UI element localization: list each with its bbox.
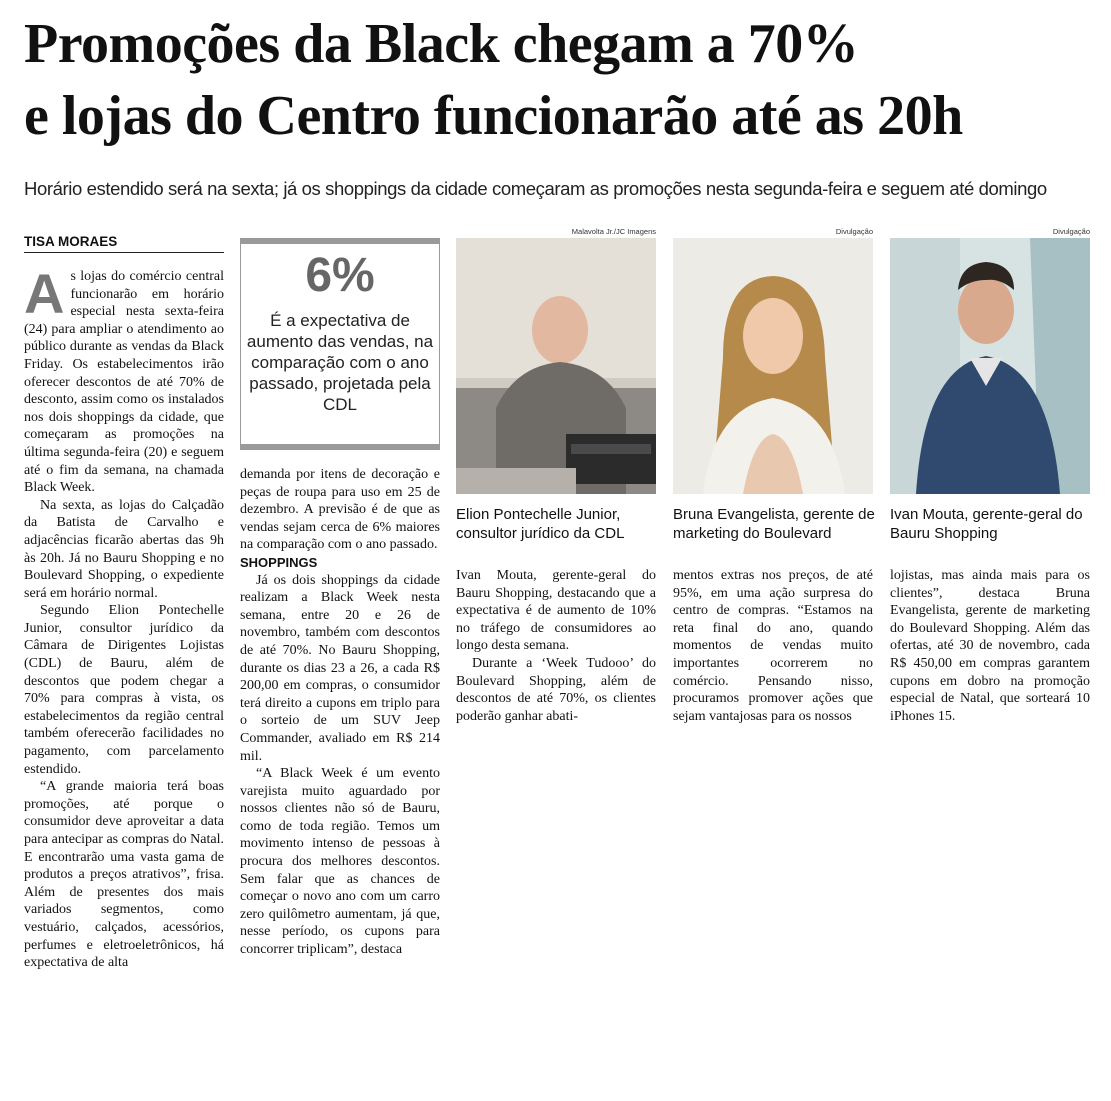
section-title: SHOPPINGS — [240, 554, 318, 570]
stat-description: É a expectativa de aumento das vendas, na comparação com o ano passado, projetada pela CDL — [246, 311, 434, 414]
paragraph: lojistas, mas ainda mais para os clientes”, destaca Bruna Evangelista, gerente de marketing do Boulevard Shopping. Além das ofertas, até 30 de novembro, cada R$ 450,00 em compras garantem cupons em dobro na promoção especial de Natal, que sorteará 10 iPhones 15. — [890, 568, 1090, 724]
subheadline: Horário estendido será na sexta; já os shoppings da cidade começaram as promoções nesta segunda-feira e seguem até domingo — [24, 178, 1047, 199]
photo-elion — [456, 238, 656, 494]
paragraph: “A grande maioria terá boas promoções, até porque o consumidor deve aproveitar a data para antecipar as compras do Natal. E encontrarão uma vasta gama de produtos a preços atrativos”, frisa. Além de presentes dos mais variados segmentos, como vestuário, calçados, acessórios, perfumes e eletroeletrônicos, há expectativa de alta — [24, 779, 224, 971]
portrait-image — [673, 238, 873, 494]
article-column-4 — [673, 567, 873, 725]
paragraph: Ivan Mouta, gerente-geral do Bauru Shopping, destacando que a expectativa é de aumento de 10% no tráfego de consumidores ao longo desta semana. — [456, 568, 656, 654]
stat-number: 6% — [305, 249, 375, 302]
photo-credit: Malavolta Jr./JC Imagens — [571, 227, 656, 236]
photo-ivan — [890, 238, 1090, 494]
photo-caption: Elion Pontechelle Junior, consultor jurídico da CDL — [456, 506, 625, 542]
photo-bruna — [673, 238, 873, 494]
headline-line-1: Promoções da Black chegam a 70% — [24, 13, 859, 75]
article-column-3 — [456, 567, 656, 725]
stat-box — [240, 238, 440, 450]
portrait-image — [456, 238, 656, 494]
paragraph: “A Black Week é um evento varejista muito aguardado por nossos clientes não só de Bauru, como de toda região. Temos um movimento intenso de pessoas à procura dos melhores descontos. Sem falar que as chances de começar o novo ano com um carro zero quilômetro aumentam, já que, nesse período, os cupons para concorrer triplicam”, destaca — [240, 766, 440, 958]
paragraph: mentos extras nos preços, de até 95%, em uma ação surpresa do centro de compras. “Estamos na reta final do ano, quando momentos de vendas muito importantes ocorrerem no comércio. Pensando nisso, procuramos promover ações que sejam vantajosas para os nossos — [673, 568, 873, 724]
photo-caption: Ivan Mouta, gerente-geral do Bauru Shopping — [890, 506, 1083, 542]
article-column-5 — [890, 567, 1090, 725]
photo-credit: Divulgação — [835, 227, 873, 236]
article-column-2 — [240, 466, 440, 959]
article-column-1 — [24, 262, 224, 972]
photo-credit: Divulgação — [1052, 227, 1090, 236]
paragraph: Já os dois shoppings da cidade realizam a Black Week nesta semana, entre 20 e 26 de novembro, também com descontos de até 70%. No Bauru Shopping, durante os dias 23 a 26, a cada R$ 200,00 em compras, o consumidor terá direito a cupons em triplo para o sorteio de um SUV Jeep Commander, avaliado em R$ 214 mil. — [240, 572, 440, 764]
paragraph: Na sexta, as lojas do Calçadão da Batista de Carvalho e adjacências ficarão abertas das 9h às 20h. Já no Bauru Shopping e no Boulevard Shopping, o expediente será em horário normal. — [24, 497, 224, 601]
paragraph: As lojas do comércio central funcionarão em horário especial nesta sexta-feira (24) para ampliar o atendimento ao público durante as vendas da Black Friday. Os estabelecimentos irão oferecer descontos de até 70% de desconto, assim como os instalados nos dois shoppings da cidade, que começaram as promoções na última segunda-feira (20) e seguem até o fim da semana, na chamada Black Week. — [24, 262, 224, 496]
headline-line-2: e lojas do Centro funcionarão até as 20h — [24, 85, 963, 147]
paragraph: demanda por itens de decoração e peças de roupa para uso em 25 de dezembro. A previsão é de que as vendas sejam cerca de 6% maiores na comparação com o ano passado. — [240, 467, 440, 553]
drop-cap: A — [24, 262, 65, 325]
byline: TISA MORAES — [24, 234, 224, 253]
photo-caption: Bruna Evangelista, gerente de marketing do Boulevard — [673, 506, 875, 542]
paragraph: Segundo Elion Pontechelle Junior, consultor jurídico da Câmara de Dirigentes Lojistas (CDL) de Bauru, além de descontos que podem chegar a 70% para compras à vista, os estabelecimentos da região central também oferecerão facilidades no pagamento, com parcelamento estendido. — [24, 603, 224, 777]
paragraph: Durante a ‘Week Tudooo’ do Boulevard Shopping, além de descontos de até 70%, os clientes poderão ganhar abati- — [456, 655, 656, 724]
portrait-image — [890, 238, 1090, 494]
